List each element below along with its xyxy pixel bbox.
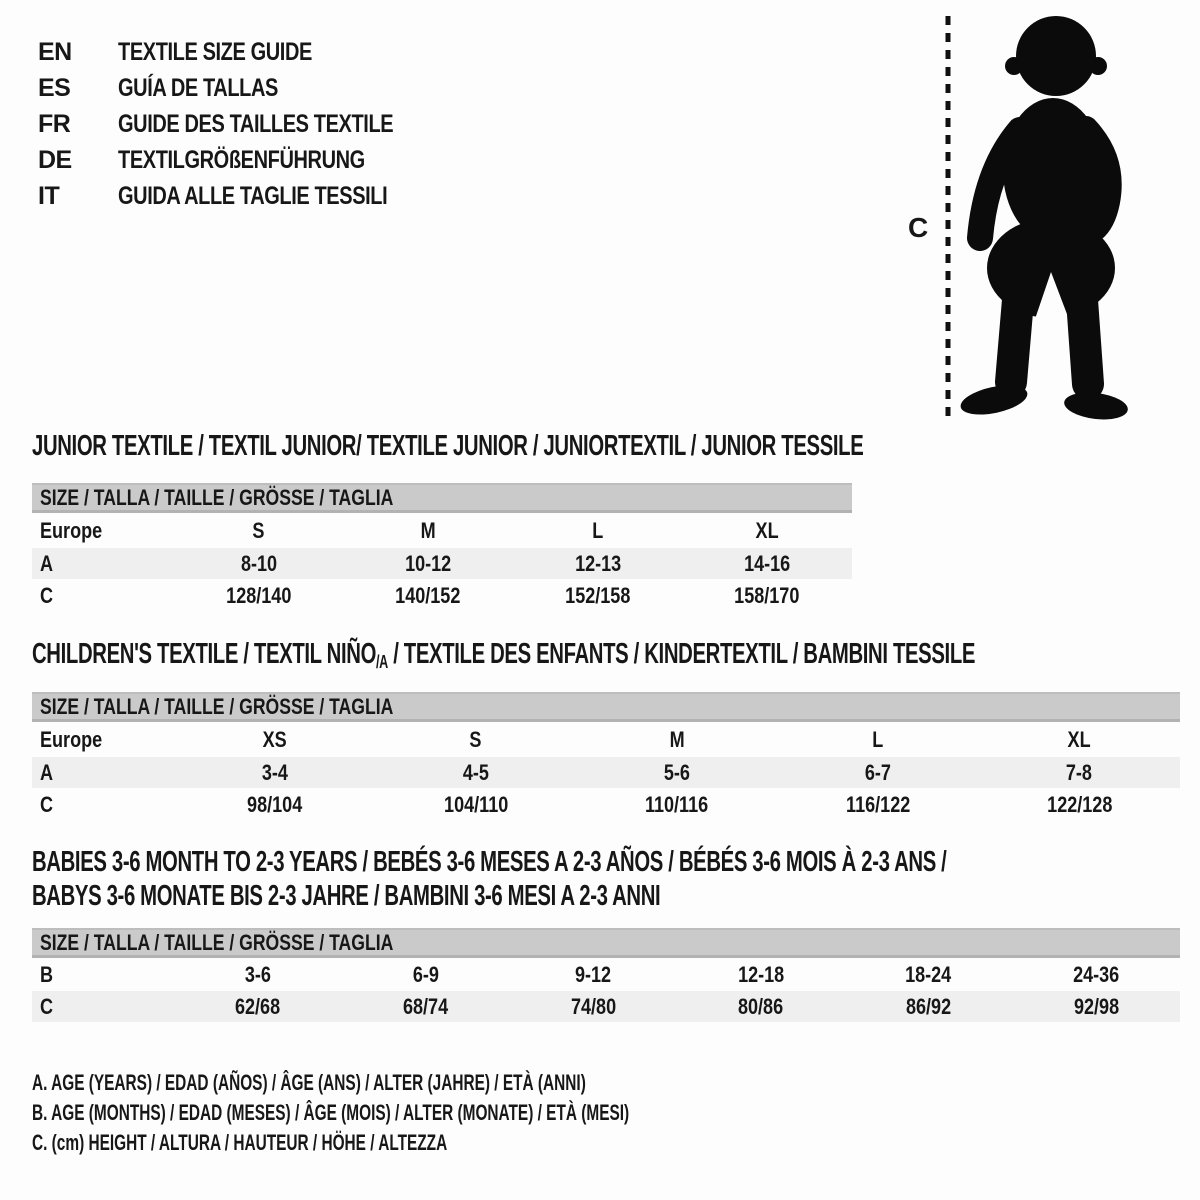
babies-section-title-line1 [32,846,1200,879]
age-cell: 24-36 [1073,961,1120,987]
babies-size-table [32,928,1180,1022]
babies-title-line1-text: BABIES 3-6 MONTH TO 2-3 YEARS / BEBÉS 3-6 MESES A 2-3 AÑOS / BÉBÉS 3-6 MOIS À 2-3 ANS / [32,846,947,878]
children-title-subscript: /A [376,652,388,672]
language-row-es [38,70,462,106]
size-header-band [32,483,852,513]
row-label-a: A [40,759,54,785]
toddler-leg-left [1011,300,1018,382]
babies-title-line2-text: BABYS 3-6 MONATE BIS 2-3 JAHRE / BAMBINI 3-6 MESI A 2-3 ANNI [32,880,661,912]
guide-title-fr: GUIDE DES TAILLES TEXTILE [118,109,394,138]
language-code: ES [38,73,71,102]
height-cell: 140/152 [395,582,461,608]
age-years-row [32,548,852,579]
size-header-label: SIZE / TALLA / TAILLE / GRÖSSE / TAGLIA [40,484,394,510]
height-cell: 158/170 [734,582,800,608]
children-section-title-text [32,638,975,671]
toddler-head [1016,16,1096,96]
language-code: FR [38,109,71,138]
size-header-label: SIZE / TALLA / TAILLE / GRÖSSE / TAGLIA [40,929,394,955]
europe-row-label: Europe [40,726,103,752]
size-cell: XL [1067,726,1091,752]
toddler-silhouette [958,10,1148,422]
guide-title-it: GUIDA ALLE TAGLIE TESSILI [118,181,388,210]
age-cell: 10-12 [405,550,452,576]
legend-notes [32,1068,885,1158]
age-cell: 3-4 [261,759,288,785]
row-label-c: C [40,582,54,608]
guide-title-de: TEXTILGRÖßENFÜHRUNG [118,145,365,174]
age-cell: 6-9 [412,961,439,987]
size-header-label: SIZE / TALLA / TAILLE / GRÖSSE / TAGLIA [40,693,394,719]
height-cell: 86/92 [905,993,952,1019]
age-cell: 5-6 [663,759,691,785]
toddler-foot-right [1063,389,1130,422]
height-measure-dashed-line [944,16,952,418]
junior-section-title-text: JUNIOR TEXTILE / TEXTIL JUNIOR/ TEXTILE JUNIOR / JUNIORTEXTIL / JUNIOR TESSILE [32,430,864,462]
height-cell: 74/80 [570,993,616,1019]
height-cell: 104/110 [443,791,508,817]
babies-section-title-line2 [32,880,930,913]
age-cell: 9-12 [575,961,612,987]
height-cm-row [32,991,1180,1022]
junior-section-title [32,430,1200,463]
row-label-a: A [40,550,54,576]
size-cell: L [592,517,604,543]
children-size-table [32,692,1180,821]
legend-note-a: A. AGE (YEARS) / EDAD (AÑOS) / ÂGE (ANS) / ALTER (JAHRE) / ETÀ (ANNI) [32,1070,586,1095]
height-cell: 92/98 [1073,993,1119,1019]
language-row-en [38,34,462,70]
height-cell: 122/128 [1046,791,1112,817]
size-cell: L [872,726,884,752]
size-cell: M [669,726,685,752]
height-cm-row [32,788,1180,821]
children-title-prefix: CHILDREN'S TEXTILE / TEXTIL NIÑO [32,638,377,670]
age-cell: 7-8 [1066,759,1093,785]
age-years-row [32,757,1180,788]
height-cell: 80/86 [738,993,784,1019]
age-cell: 14-16 [744,550,791,576]
guide-title-en: TEXTILE SIZE GUIDE [118,37,312,66]
height-cell: 152/158 [565,582,631,608]
height-cm-row [32,579,852,612]
age-cell: 18-24 [905,961,952,987]
language-row-fr [38,106,462,142]
size-cell: XL [755,517,779,543]
children-section-title [32,638,1200,671]
language-code: IT [38,181,60,210]
language-title-block [38,34,462,214]
row-label-c: C [40,791,54,817]
legend-note-c: C. (cm) HEIGHT / ALTURA / HAUTEUR / HÖHE / ALTEZZA [32,1130,448,1155]
europe-sizes-row [32,722,1180,757]
row-label-c: C [40,993,54,1019]
toddler-leg-right [1082,300,1088,384]
size-header-band [32,928,1180,958]
language-row-it [38,178,462,214]
language-code: EN [38,37,72,66]
legend-note-b: B. AGE (MONTHS) / EDAD (MESES) / ÂGE (MOIS) / ALTER (MONATE) / ETÀ (MESI) [32,1100,630,1125]
size-cell: S [469,726,482,752]
language-code: DE [38,145,72,174]
guide-title-es: GUÍA DE TALLAS [118,73,278,102]
junior-size-table [32,483,852,612]
height-cell: 98/104 [246,791,303,817]
age-cell: 8-10 [240,550,277,576]
height-cell: 62/68 [235,993,281,1019]
height-cell: 68/74 [402,993,449,1019]
size-cell: M [420,517,436,543]
height-cell: 116/122 [846,791,911,817]
size-cell: S [252,517,265,543]
height-cell: 128/140 [226,582,292,608]
age-months-row [32,958,1180,991]
age-cell: 4-5 [462,759,489,785]
age-cell: 3-6 [244,961,271,987]
size-header-band [32,692,1180,722]
europe-row-label: Europe [40,517,103,543]
height-cell: 110/116 [645,791,709,817]
language-row-de [38,142,462,178]
europe-sizes-row [32,513,852,548]
size-cell: XS [262,726,287,752]
age-cell: 12-18 [737,961,784,987]
age-cell: 12-13 [574,550,621,576]
children-title-suffix: / TEXTILE DES ENFANTS / KINDERTEXTIL / BAMBINI TESSILE [387,638,976,670]
row-label-b: B [40,961,54,987]
age-cell: 6-7 [865,759,892,785]
height-measure-label: C [908,212,929,243]
